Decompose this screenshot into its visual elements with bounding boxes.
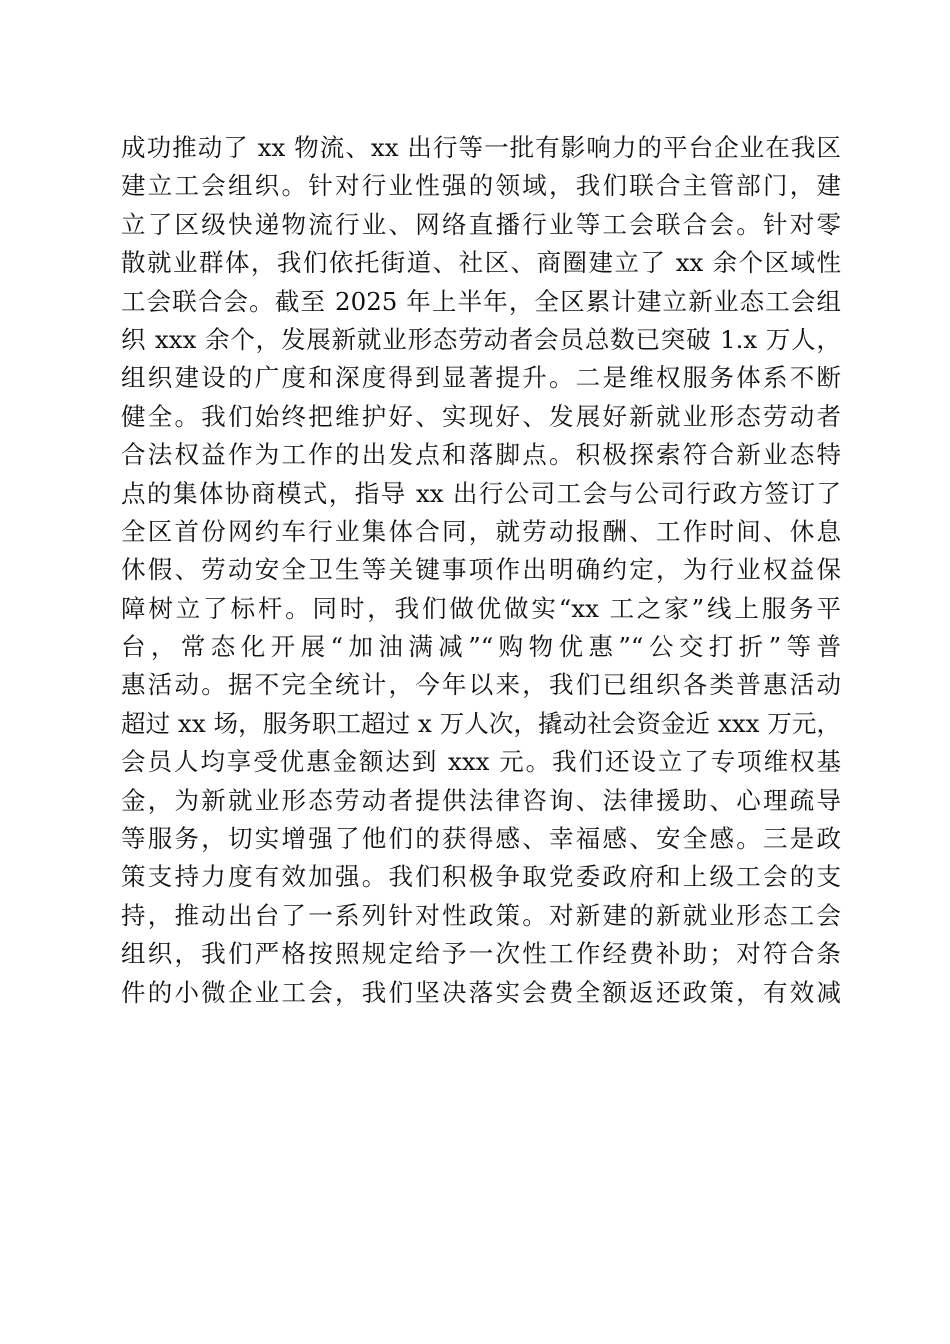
text-line: 工会联合会。截至 2025 年上半年，全区累计建立新业态工会组 bbox=[121, 286, 841, 316]
text-line: 策支持力度有效加强。我们积极争取党委政府和上级工会的支 bbox=[121, 862, 841, 892]
text-line: 件的小微企业工会，我们坚决落实会费全额返还政策，有效减 bbox=[121, 977, 841, 1007]
text-line: 成功推动了 xx 物流、xx 出行等一批有影响力的平台企业在我区 bbox=[121, 133, 841, 162]
text-line: 会员人均享受优惠金额达到 xxx 元。我们还设立了专项维权基 bbox=[121, 747, 841, 777]
text-line: 等服务，切实增强了他们的获得感、幸福感、安全感。三是政 bbox=[121, 824, 841, 854]
text-line: 组织建设的广度和深度得到显著提升。二是维权服务体系不断 bbox=[121, 363, 841, 393]
text-line: 超过 xx 场，服务职工超过 x 万人次，撬动社会资金近 xxx 万元， bbox=[121, 708, 841, 738]
text-line: 休假、劳动安全卫生等关键事项作出明确约定，为行业权益保 bbox=[121, 555, 841, 585]
text-line: 散就业群体，我们依托街道、社区、商圈建立了 xx 余个区域性 bbox=[121, 248, 841, 278]
body-paragraph bbox=[121, 129, 841, 1012]
text-line: 点的集体协商模式，指导 xx 出行公司工会与公司行政方签订了 bbox=[121, 478, 841, 508]
text-line: 织 xxx 余个，发展新就业形态劳动者会员总数已突破 1.x 万人， bbox=[121, 324, 841, 354]
text-line: 立了区级快递物流行业、网络直播行业等工会联合会。针对零 bbox=[121, 209, 841, 239]
text-line: 持，推动出台了一系列针对性政策。对新建的新就业形态工会 bbox=[121, 900, 841, 930]
text-line: 建立工会组织。针对行业性强的领域，我们联合主管部门，建 bbox=[121, 171, 841, 201]
text-line: 全区首份网约车行业集体合同，就劳动报酬、工作时间、休息 bbox=[121, 516, 841, 546]
text-line: 组织，我们严格按照规定给予一次性工作经费补助；对符合条 bbox=[121, 939, 841, 969]
text-line: 惠活动。据不完全统计，今年以来，我们已组织各类普惠活动 bbox=[121, 670, 841, 700]
text-line: 健全。我们始终把维护好、实现好、发展好新就业形态劳动者 bbox=[121, 401, 841, 431]
text-line: 障树立了标杆。同时，我们做优做实“xx 工之家”线上服务平 bbox=[121, 593, 841, 623]
text-line: 合法权益作为工作的出发点和落脚点。积极探索符合新业态特 bbox=[121, 440, 841, 470]
text-line: 金，为新就业形态劳动者提供法律咨询、法律援助、心理疏导 bbox=[121, 785, 841, 815]
text-line: 台，常态化开展“加油满减”“购物优惠”“公交打折”等普 bbox=[121, 632, 841, 662]
